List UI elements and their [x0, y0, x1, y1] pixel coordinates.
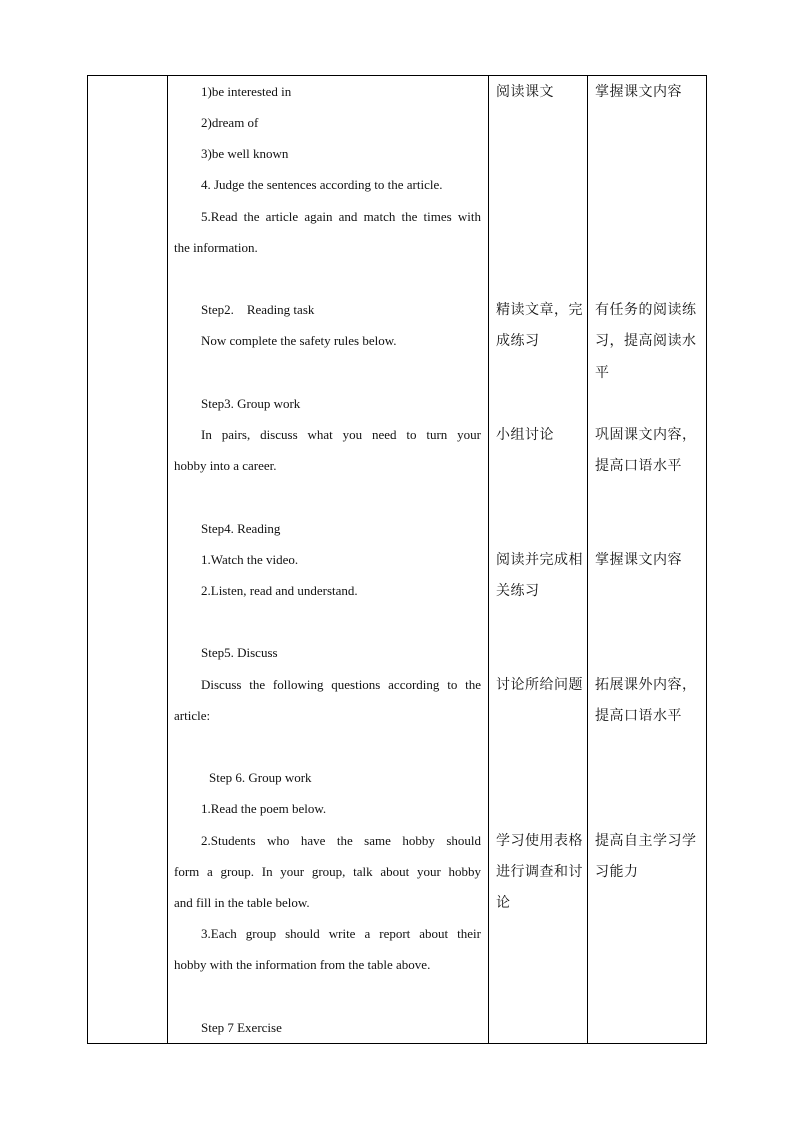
step-heading: Step 6. Group work — [209, 770, 312, 785]
activity-line: 论 — [496, 895, 511, 911]
purpose-line: 提高口语水平 — [595, 458, 682, 474]
step-line: 2.Listen, read and understand. — [201, 583, 358, 598]
activity-line: 进行调查和讨 — [496, 864, 583, 880]
step-line: the information. — [174, 240, 258, 255]
step-line: and fill in the table below. — [174, 895, 310, 910]
step-heading: Step3. Group work — [201, 396, 301, 411]
step-heading: Step4. Reading — [201, 521, 281, 536]
step-line: 4. Judge the sentences according to the article. — [201, 177, 443, 192]
activity-line: 成练习 — [496, 333, 540, 349]
purpose-line: 掌握课文内容 — [595, 552, 682, 568]
step-line: 1)be interested in — [201, 84, 292, 99]
column-divider — [488, 76, 489, 1043]
column-divider — [167, 76, 168, 1043]
activity-line: 小组讨论 — [496, 427, 554, 443]
step-line: 2.Students who have the same hobby should — [201, 833, 481, 848]
step-line: article: — [174, 708, 211, 723]
step-line: hobby into a career. — [174, 458, 277, 473]
step-line: form a group. In your group, talk about your hobby — [174, 864, 481, 879]
step-heading: Step2. Reading task — [201, 302, 315, 317]
activity-line: 讨论所给问题 — [496, 677, 583, 693]
step-line: In pairs, discuss what you need to turn your — [201, 427, 481, 442]
purpose-line: 掌握课文内容 — [595, 84, 682, 100]
activity-line: 阅读并完成相 — [496, 552, 583, 568]
step-line: 3)be well known — [201, 146, 289, 161]
column-divider — [587, 76, 588, 1043]
purpose-line: 习，提高阅读水 — [595, 333, 697, 349]
purpose-line: 提高自主学习学 — [595, 833, 697, 849]
step-heading: Step5. Discuss — [201, 645, 278, 660]
purpose-line: 提高口语水平 — [595, 708, 682, 724]
step-line: 1.Read the poem below. — [201, 801, 327, 816]
purpose-line: 有任务的阅读练 — [595, 302, 697, 318]
step-line: 2)dream of — [201, 115, 259, 130]
purpose-line: 习能力 — [595, 864, 639, 880]
step-line: 5.Read the article again and match the times with — [201, 209, 481, 224]
activity-line: 关练习 — [496, 583, 540, 599]
activity-line: 精读文章，完 — [496, 302, 583, 318]
step-line: Now complete the safety rules below. — [201, 333, 397, 348]
purpose-line: 巩固课文内容， — [595, 427, 697, 443]
purpose-line: 平 — [595, 365, 610, 381]
step-line: 3.Each group should write a report about their — [201, 926, 481, 941]
purpose-line: 拓展课外内容， — [595, 677, 697, 693]
step-line: hobby with the information from the table above. — [174, 957, 431, 972]
step-line: Discuss the following questions according to the — [201, 677, 481, 692]
activity-line: 阅读课文 — [496, 84, 554, 100]
step-heading: Step 7 Exercise — [201, 1020, 282, 1035]
activity-line: 学习使用表格 — [496, 833, 583, 849]
step-line: 1.Watch the video. — [201, 552, 299, 567]
